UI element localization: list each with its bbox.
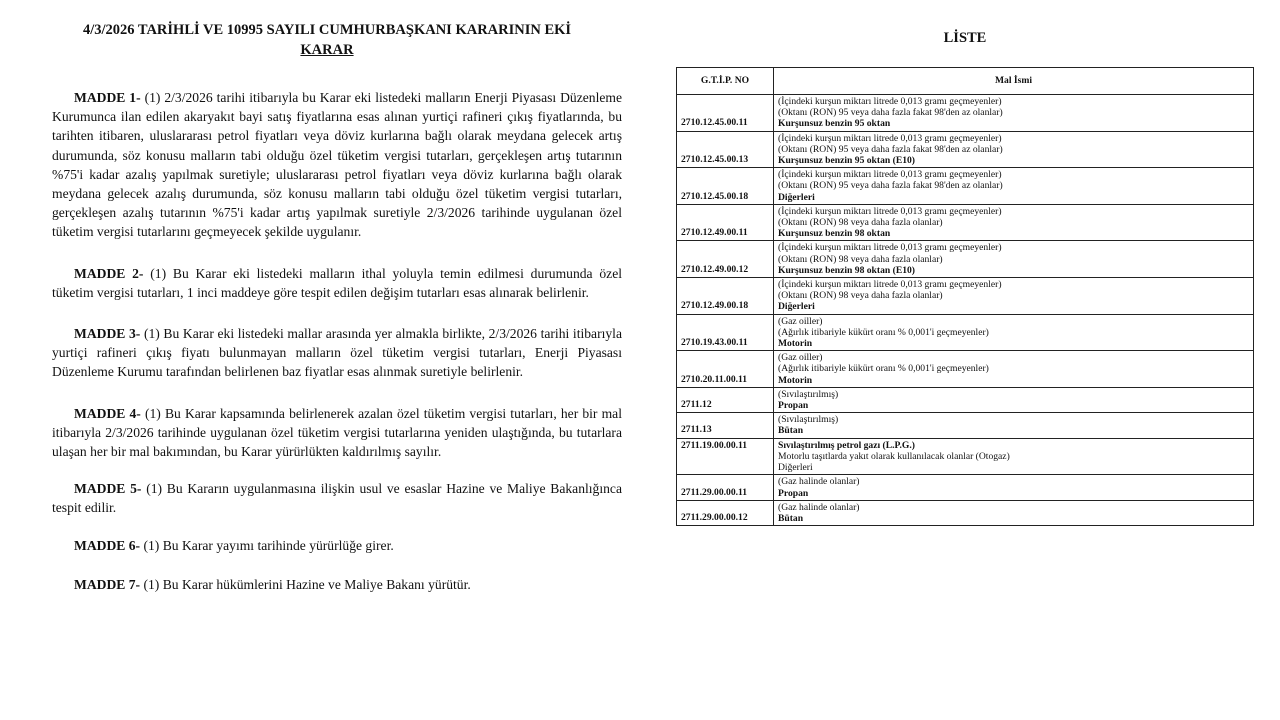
goods-name-line: (Gaz halinde olanlar): [778, 476, 860, 488]
gtip-code: 2710.12.45.00.13: [677, 131, 774, 168]
goods-name: [774, 131, 1254, 168]
goods-name: [774, 438, 1254, 475]
article-heading: MADDE 7-: [74, 576, 141, 592]
decree-text-section: [52, 20, 622, 594]
table-body: [677, 95, 1254, 526]
goods-name-line: (Oktanı (RON) 98 veya daha fazla olanlar): [778, 217, 943, 229]
article-5: [52, 479, 622, 517]
goods-name-line: (Sıvılaştırılmış): [778, 388, 839, 400]
goods-name-line: (Oktanı (RON) 95 veya daha fazla fakat 98'den az olanlar): [778, 107, 1003, 119]
goods-name-line: Kurşunsuz benzin 95 oktan (E10): [778, 155, 916, 167]
goods-name: [774, 387, 1254, 412]
goods-name-line: (Oktanı (RON) 95 veya daha fazla fakat 98'den az olanlar): [778, 143, 1003, 155]
list-title: LİSTE: [943, 30, 987, 46]
goods-name: [774, 168, 1254, 205]
goods-name: [774, 500, 1254, 525]
goods-name-line: Propan: [778, 400, 809, 412]
goods-name-line: (Oktanı (RON) 95 veya daha fazla fakat 98'den az olanlar): [778, 180, 1003, 192]
header-code: G.T.İ.P. NO: [677, 68, 774, 95]
goods-name-line: Motorin: [778, 374, 813, 386]
gtip-code: 2711.29.00.00.11: [677, 475, 774, 500]
goods-name-line: Diğerleri: [778, 462, 813, 474]
article-heading: MADDE 3-: [74, 326, 141, 342]
goods-name-line: Kurşunsuz benzin 98 oktan (E10): [778, 264, 916, 276]
goods-name-line: (Ağırlık itibariyle kükürt oranı % 0,001'i geçmeyenler): [778, 363, 989, 375]
document-title: [32, 20, 622, 60]
goods-name: [774, 95, 1254, 132]
title-line-1: 4/3/2026 TARİHLİ VE 10995 SAYILI CUMHURBAŞKANI KARARININ EKİ: [82, 22, 572, 38]
article-text: (1) 2/3/2026 tarihi itibarıyla bu Karar eki listedeki malların Enerji Piyasası Düzenleme Kurumunca ilan edilen akaryakıt bayi satış fiyatlarına esas alınan yurtiçi rafineri çıkış fiyatlarında, bu tarihten itibaren, uluslararası petrol fiyatları veya döviz kurlarına bağlı olarak meydana gelecek artış durumunda, söz konusu malların tabi olduğu özel tüketim vergisi tutarları, gerçekleşen artış tutarının %75'i kadar azalış yapılmak suretiyle; uluslararası petrol fiyatları veya döviz kurlarına bağlı olarak meydana gelecek azalış durumunda, söz konusu malların tabi olduğu özel tüketim vergisi tutarları, gerçekleşen azalış tutarının %75'i kadar artış yapılmak suretiyle 2/3/2026 tarihinde uygulanan özel tüketim vergisi tutarlarını geçmeyecek şekilde uygulanır.: [52, 90, 623, 240]
goods-name-line: (İçindeki kurşun miktarı litrede 0,013 gramı geçmeyenler): [778, 132, 1002, 144]
goods-table: [676, 67, 1254, 526]
article-heading: MADDE 5-: [74, 481, 142, 497]
article-2: [52, 264, 622, 302]
table-row: [677, 351, 1254, 388]
goods-name-line: (Sıvılaştırılmış): [778, 414, 839, 426]
gtip-code: 2711.13: [677, 413, 774, 438]
goods-name-line: (Gaz oiller): [778, 315, 823, 327]
gtip-code: 2710.12.45.00.18: [677, 168, 774, 205]
gtip-code: 2711.29.00.00.12: [677, 500, 774, 525]
table-row: [677, 95, 1254, 132]
gtip-code: 2711.19.00.00.11: [677, 438, 774, 475]
table-row: [677, 500, 1254, 525]
article-text: (1) Bu Karar yayımı tarihinde yürürlüğe girer.: [140, 537, 394, 553]
title-line-2: KARAR: [300, 42, 354, 58]
goods-name-line: (İçindeki kurşun miktarı litrede 0,013 gramı geçmeyenler): [778, 169, 1002, 181]
goods-name: [774, 351, 1254, 388]
goods-name-line: Bütan: [778, 512, 804, 524]
goods-name-line: Diğerleri: [778, 301, 815, 313]
article-text: (1) Bu Karar kapsamında belirlenerek azalan özel tüketim vergisi tutarları, her bir mal itibarıyla 2/3/2026 tarihinde uygulanan özel tüketim vergisi tutarlarına yeniden ulaştığında, bu tutarlara ulaşan her bir mal bakımından, bu Karar yürürlükten kaldırılmış sayılır.: [52, 405, 622, 460]
goods-name-line: (Gaz oiller): [778, 352, 823, 364]
gtip-code: 2710.19.43.00.11: [677, 314, 774, 351]
article-heading: MADDE 1-: [74, 90, 141, 105]
goods-name-line: (İçindeki kurşun miktarı litrede 0,013 gramı geçmeyenler): [778, 279, 1002, 291]
goods-name-line: Motorin: [778, 338, 813, 350]
gtip-code: 2710.12.49.00.12: [677, 241, 774, 278]
gtip-code: 2710.12.45.00.11: [677, 95, 774, 132]
goods-name: [774, 475, 1254, 500]
goods-name-line: Motorlu taşıtlarda yakıt olarak kullanılacak olanlar (Otogaz): [778, 450, 1010, 462]
header-name: Mal İsmi: [774, 68, 1254, 95]
article-heading: MADDE 6-: [74, 537, 141, 553]
table-row: [677, 278, 1254, 315]
article-text: (1) Bu Karar hükümlerini Hazine ve Maliye Bakanı yürütür.: [140, 576, 471, 592]
table-row: [677, 413, 1254, 438]
goods-name-line: Kurşunsuz benzin 98 oktan: [778, 228, 891, 240]
table-row: [677, 131, 1254, 168]
article-text: (1) Bu Kararın uygulanmasına ilişkin usul ve esaslar Hazine ve Maliye Bakanlığınca tespit edilir.: [52, 481, 622, 516]
table-row: [677, 168, 1254, 205]
article-4: [52, 404, 622, 462]
article-text: (1) Bu Karar eki listedeki malların ithal yoluyla temin edilmesi durumunda özel tüketim vergisi tutarları, 1 inci maddeye göre tespit edilen değişim tutarları esas alınarak belirlenir.: [52, 265, 622, 300]
table-row: [677, 314, 1254, 351]
goods-name-line: (İçindeki kurşun miktarı litrede 0,013 gramı geçmeyenler): [778, 205, 1002, 217]
table-row: [677, 438, 1254, 475]
article-7: [52, 575, 622, 594]
table-header-row: [677, 68, 1254, 95]
goods-name-line: (Gaz halinde olanlar): [778, 501, 860, 513]
goods-name-line: Diğerleri: [778, 191, 815, 203]
goods-name: [774, 241, 1254, 278]
gtip-code: 2710.12.49.00.18: [677, 278, 774, 315]
article-6: [52, 536, 622, 555]
article-3: [52, 324, 622, 382]
goods-name-line: (İçindeki kurşun miktarı litrede 0,013 gramı geçmeyenler): [778, 242, 1002, 254]
goods-name: [774, 413, 1254, 438]
table-row: [677, 204, 1254, 241]
gtip-code: 2710.12.49.00.11: [677, 204, 774, 241]
goods-name-line: Sıvılaştırılmış petrol gazı (L.P.G.): [778, 439, 915, 451]
article-heading: MADDE 4-: [74, 405, 141, 421]
goods-name-line: (Oktanı (RON) 98 veya daha fazla olanlar): [778, 253, 943, 265]
goods-name-line: Bütan: [778, 425, 804, 437]
goods-name-line: Propan: [778, 487, 809, 499]
table-row: [677, 387, 1254, 412]
article-1: [52, 88, 622, 242]
article-text: (1) Bu Karar eki listedeki mallar arasında yer almakla birlikte, 2/3/2026 tarihi itibarıyla yurtiçi rafineri çıkış fiyatı bulunmayan malların özel tüketim vergisi tutarları, Enerji Piyasası Düzenleme Kurumu tarafından belirlenen baz fiyatlar esas alınmak suretiyle belirlenir.: [52, 326, 622, 380]
articles-container: [52, 88, 622, 594]
gtip-code: 2710.20.11.00.11: [677, 351, 774, 388]
gtip-code: 2711.12: [677, 387, 774, 412]
goods-name: [774, 314, 1254, 351]
goods-name-line: (Oktanı (RON) 98 veya daha fazla olanlar): [778, 290, 943, 302]
goods-name: [774, 278, 1254, 315]
table-row: [677, 241, 1254, 278]
list-section: [676, 30, 1254, 526]
goods-name: [774, 204, 1254, 241]
goods-name-line: (İçindeki kurşun miktarı litrede 0,013 gramı geçmeyenler): [778, 96, 1002, 107]
goods-name-line: Kurşunsuz benzin 95 oktan: [778, 118, 891, 130]
table-row: [677, 475, 1254, 500]
goods-name-line: (Ağırlık itibariyle kükürt oranı % 0,001'i geçmeyenler): [778, 326, 989, 338]
article-heading: MADDE 2-: [74, 265, 144, 281]
